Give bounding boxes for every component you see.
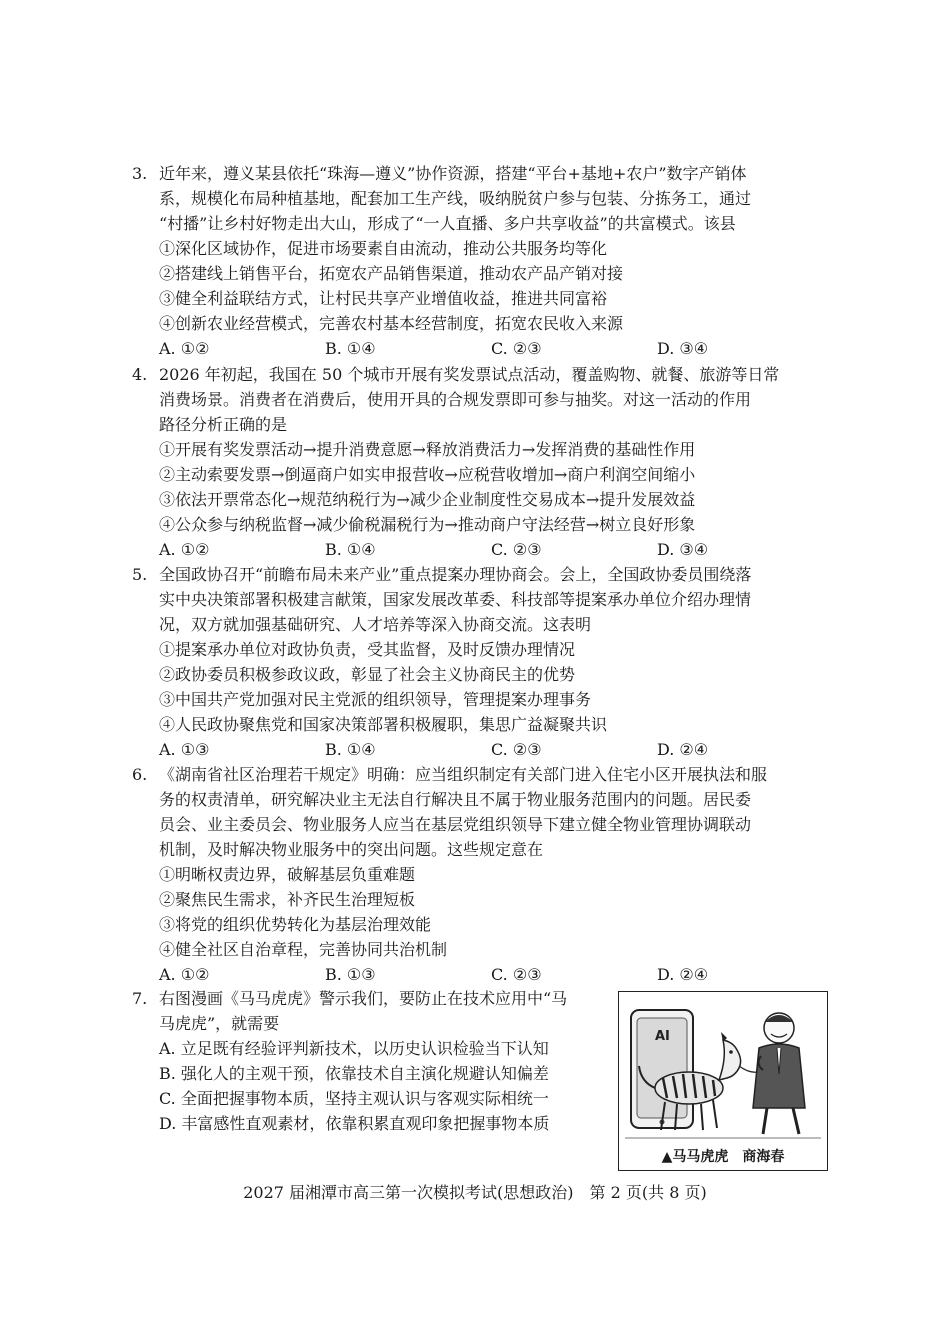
choice-a[interactable]: A. 立足既有经验评判新技术，以历史认识检验当下认知 [159,1039,549,1058]
choice-b[interactable]: B. ①④ [325,339,376,358]
choice-c[interactable]: C. ②③ [491,740,542,759]
statement-item: ③将党的组织优势转化为基层治理效能 [159,915,432,934]
choice-d[interactable]: D. ②④ [657,740,709,759]
question-number: 5. [132,565,148,584]
stem-line: 实中央决策部署积极建言献策，国家发展改革委、科技部等提案承办单位介绍办理情 [159,590,752,609]
question-3 [132,161,822,361]
question-4 [132,362,822,562]
choice-c[interactable]: C. ②③ [491,540,542,559]
question-7 [132,986,602,1136]
statement-item: ②聚焦民生需求，补齐民生治理短板 [159,890,416,909]
question-stem [132,362,822,437]
statement-item: ②主动索要发票→倒逼商户如实申报营收→应税营收增加→商户利润空间缩小 [159,465,696,484]
question-number: 7. [132,989,148,1008]
statement-item: ③依法开票常态化→规范纳税行为→减少企业制度性交易成本→提升发展效益 [159,490,696,509]
answer-choices [159,336,822,361]
cartoon-drawing [619,992,827,1170]
question-stem [132,161,822,236]
statement-item: ④公众参与纳税监督→减少偷税漏税行为→推动商户守法经营→树立良好形象 [159,515,696,534]
businessman-figure [753,1013,805,1134]
statement-item: ①提案承办单位对政协负责，受其监督，及时反馈办理情况 [159,640,576,659]
question-6 [132,762,822,987]
stem-line: 况，双方就加强基础研究、人才培养等深入协商交流。这表明 [159,615,592,634]
question-number: 4. [132,365,148,384]
choice-b[interactable]: B. 强化人的主观干预，依靠技术自主演化规避认知偏差 [159,1064,549,1083]
choice-d[interactable]: D. 丰富感性直观素材，依靠积累直观印象把握事物本质 [159,1114,550,1133]
choice-d[interactable]: D. ③④ [657,339,709,358]
stem-line: 2026 年初起，我国在 50 个城市开展有奖发票试点活动，覆盖购物、就餐、旅游等日常 [159,365,780,384]
stem-line: 马虎虎”，就需要 [159,1014,280,1033]
choice-a[interactable]: A. ①③ [159,740,210,759]
question-stem [132,562,822,637]
statement-item: ④创新农业经营模式，完善农村基本经营制度，拓宽农民收入来源 [159,314,624,333]
stem-line: 机制，及时解决物业服务中的突出问题。这些规定意在 [159,840,544,859]
question-number: 3. [132,164,148,183]
statement-item: ②搭建线上销售平台，拓宽农产品销售渠道，推动农产品产销对接 [159,264,624,283]
cartoon-caption: ▲马马虎虎 商海春 [661,1149,785,1165]
stem-line: 全国政协召开“前瞻布局未来产业”重点提案办理协商会。会上，全国政协委员围绕落 [159,565,752,584]
answer-choices [159,537,822,562]
stem-line: 消费场景。消费者在消费后，使用开具的合规发票即可参与抽奖。对这一活动的作用 [159,390,752,409]
statement-item: ③健全利益联结方式，让村民共享产业增值收益，推进共同富裕 [159,289,608,308]
screen-label: AI [655,1029,670,1044]
answer-choices [159,962,822,987]
choice-a[interactable]: A. ①② [159,540,210,559]
stem-line: 路径分析正确的是 [159,415,288,434]
statement-item: ③中国共产党加强对民主党派的组织领导，管理提案办理事务 [159,690,592,709]
stem-line: 员会、业主委员会、物业服务人应当在基层党组织领导下建立健全物业管理协调联动 [159,815,752,834]
choice-c[interactable]: C. ②③ [491,965,542,984]
stem-line: “村播”让乡村好物走出大山，形成了“一人直播、多户共享收益”的共富模式。该县 [159,214,736,233]
statement-item: ①明晰权责边界，破解基层负重难题 [159,865,416,884]
choice-b[interactable]: B. ①③ [325,965,376,984]
statement-item: ④健全社区自治章程，完善协同共治机制 [159,940,448,959]
choice-a[interactable]: A. ①② [159,339,210,358]
choice-d[interactable]: D. ③④ [657,540,709,559]
stem-line: 务的权责清单，研究解决业主无法自行解决且不属于物业服务范围内的问题。居民委 [159,790,752,809]
statement-item: ①开展有奖发票活动→提升消费意愿→释放消费活力→发挥消费的基础性作用 [159,440,696,459]
choice-c[interactable]: C. ②③ [491,339,542,358]
question-stem [132,762,822,862]
statement-item: ④人民政协聚焦党和国家决策部署积极履职，集思广益凝聚共识 [159,715,608,734]
statement-item: ②政协委员积极参政议政，彰显了社会主义协商民主的优势 [159,665,576,684]
choice-c[interactable]: C. 全面把握事物本质，坚持主观认识与客观实际相统一 [159,1089,549,1108]
question-5 [132,562,822,762]
choice-a[interactable]: A. ①② [159,965,210,984]
choice-b[interactable]: B. ①④ [325,740,376,759]
question-number: 6. [132,765,148,784]
stem-line: 系，规模化布局种植基地，配套加工生产线，吸纳脱贫户参与包装、分拣务工，通过 [159,189,752,208]
choice-b[interactable]: B. ①④ [325,540,376,559]
statement-item: ①深化区域协作，促进市场要素自由流动，推动公共服务均等化 [159,239,608,258]
stem-line: 右图漫画《马马虎虎》警示我们，要防止在技术应用中“马 [159,989,568,1008]
cartoon-illustration [618,991,828,1171]
choice-d[interactable]: D. ②④ [657,965,709,984]
answer-choices [159,737,822,762]
page-footer: 2027 届湘潭市高三第一次模拟考试(思想政治) 第 2 页(共 8 页) [243,1183,707,1202]
stem-line: 近年来，遵义某县依托“珠海—遵义”协作资源，搭建“平台+基地+农户”数字产销体 [159,164,747,183]
stem-line: 《湖南省社区治理若干规定》明确：应当组织制定有关部门进入住宅小区开展执法和服 [159,765,768,784]
question-stem [132,986,602,1036]
